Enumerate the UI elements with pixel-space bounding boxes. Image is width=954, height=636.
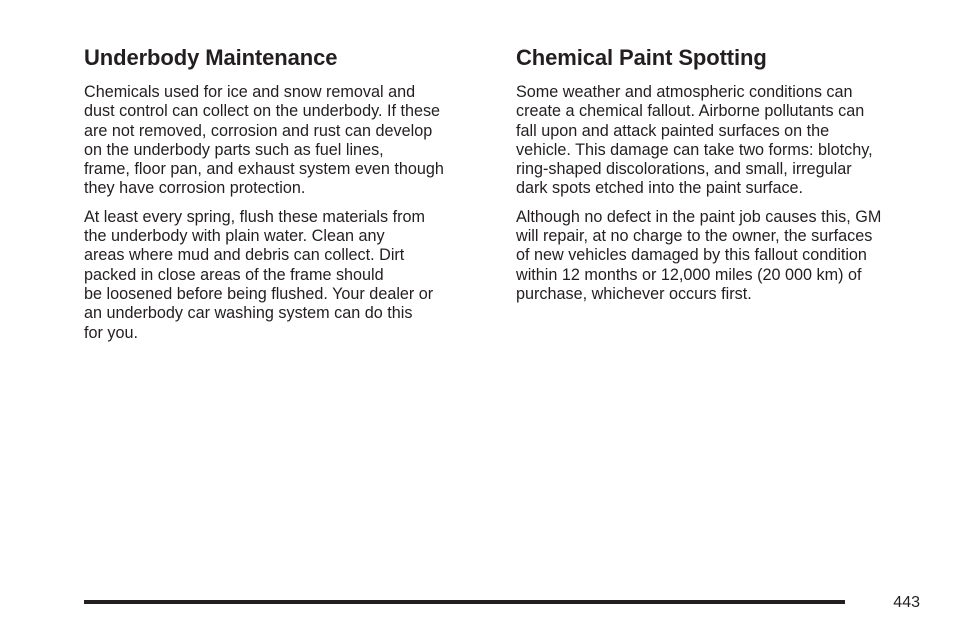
- text-line: vehicle. This damage can take two forms: blotchy,: [516, 140, 873, 159]
- text-line: create a chemical fallout. Airborne pollutants can: [516, 102, 865, 121]
- text-line: are not removed, corrosion and rust can develop: [84, 121, 433, 140]
- text-line: be loosened before being flushed. Your dealer or: [84, 284, 434, 303]
- text-line: purchase, whichever occurs first.: [516, 284, 752, 303]
- text-line: packed in close areas of the frame should: [84, 265, 384, 284]
- page-number: 443: [893, 594, 920, 611]
- text-line: they have corrosion protection.: [84, 179, 306, 198]
- text-line: on the underbody parts such as fuel lines,: [84, 140, 384, 159]
- text-line: Although no defect in the paint job causes this, GM: [516, 207, 882, 226]
- footer-rule: [84, 600, 845, 604]
- text-line: Some weather and atmospheric conditions can: [516, 83, 853, 101]
- body-paragraph: [516, 83, 920, 199]
- section-heading: Chemical Paint Spotting: [516, 45, 767, 70]
- body-paragraph: [84, 83, 488, 199]
- body-paragraph: [516, 208, 920, 304]
- text-line: will repair, at no charge to the owner, the surfaces: [516, 227, 873, 246]
- text-line: At least every spring, flush these materials from: [84, 207, 425, 226]
- chemical-paint-spotting-section: [516, 44, 920, 313]
- text-line: frame, floor pan, and exhaust system even though: [84, 160, 444, 179]
- text-line: within 12 months or 12,000 miles (20 000 km) of: [516, 265, 862, 284]
- text-line: Chemicals used for ice and snow removal and: [84, 83, 416, 101]
- underbody-maintenance-section: [84, 44, 488, 352]
- text-line: of new vehicles damaged by this fallout condition: [516, 246, 867, 265]
- text-line: dust control can collect on the underbody. If these: [84, 102, 441, 121]
- body-paragraph: [84, 208, 488, 343]
- text-line: an underbody car washing system can do this: [84, 304, 413, 323]
- text-line: the underbody with plain water. Clean any: [84, 227, 385, 246]
- text-line: fall upon and attack painted surfaces on the: [516, 121, 830, 140]
- text-line: areas where mud and debris can collect. Dirt: [84, 246, 405, 265]
- section-heading: Underbody Maintenance: [84, 45, 338, 70]
- text-line: dark spots etched into the paint surface.: [516, 179, 804, 198]
- text-line: ring-shaped discolorations, and small, irregular: [516, 160, 852, 179]
- text-line: for you.: [84, 323, 138, 342]
